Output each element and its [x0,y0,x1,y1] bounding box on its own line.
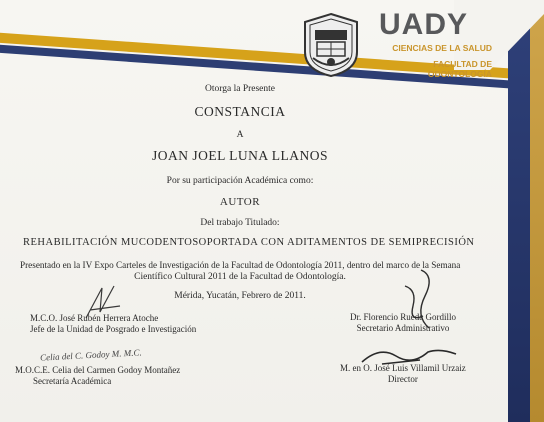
event-text-line-1: Presentado en la IV Expo Carteles de Investigación de la Facultad de Odontología 2011, dentro del marco de la Semana [20,260,461,270]
place-date-text: Mérida, Yucatán, Febrero de 2011. [174,291,306,301]
certificate-title: CONSTANCIA [194,104,286,119]
right-gold-border [530,0,544,422]
signatory-role: Secretario Administrativo [356,323,450,333]
role-text: AUTOR [219,196,261,208]
signatory-name: M. en O. José Luis Villamil Urzaiz [340,363,466,373]
recipient-name: JOAN JOEL LUNA LLANOS [151,148,329,163]
faculty-line-2: ODONTOLOGÍA [427,69,492,79]
signatory-herrera-atoche [30,313,196,335]
signatory-name: M.C.O. José Rubén Herrera Atoche [30,313,159,323]
to-text: A [236,130,244,140]
faculty-line-1: FACULTAD DE [433,59,492,69]
university-seal-icon [301,12,361,78]
institution-subtitle: CIENCIAS DE LA SALUD [392,43,492,53]
signatory-role: Secretaría Académica [33,376,112,386]
work-title: REHABILITACIÓN MUCODENTOSOPORTADA CON ADITAMENTOS DE SEMIPRECISIÓN [23,237,475,248]
signatory-rueda-gordillo [350,312,456,334]
signature-godoy: Celia del C. Godoy M. M.C. [39,347,142,363]
signatory-godoy-montanez [15,365,180,387]
signatory-role: Director [387,374,418,384]
signatory-role: Jefe de la Unidad de Posgrado e Investigación [30,324,197,334]
signatory-villamil-urzaiz [340,363,466,385]
participation-text: Por su participación Académica como: [166,176,314,186]
grants-text: Otorga la Presente [205,84,275,94]
faculty-name [412,59,492,79]
signatory-name: M.O.C.E. Celia del Carmen Godoy Montañez [15,365,181,375]
work-label: Del trabajo Titulado: [200,218,280,228]
event-text-line-2: Científico Cultural 2011 de la Facultad de Odontología. [134,272,346,282]
right-blue-border [508,0,530,422]
signatory-name: Dr. Florencio Rueda Gordillo [350,312,456,322]
institution-name: UADY [379,8,469,41]
